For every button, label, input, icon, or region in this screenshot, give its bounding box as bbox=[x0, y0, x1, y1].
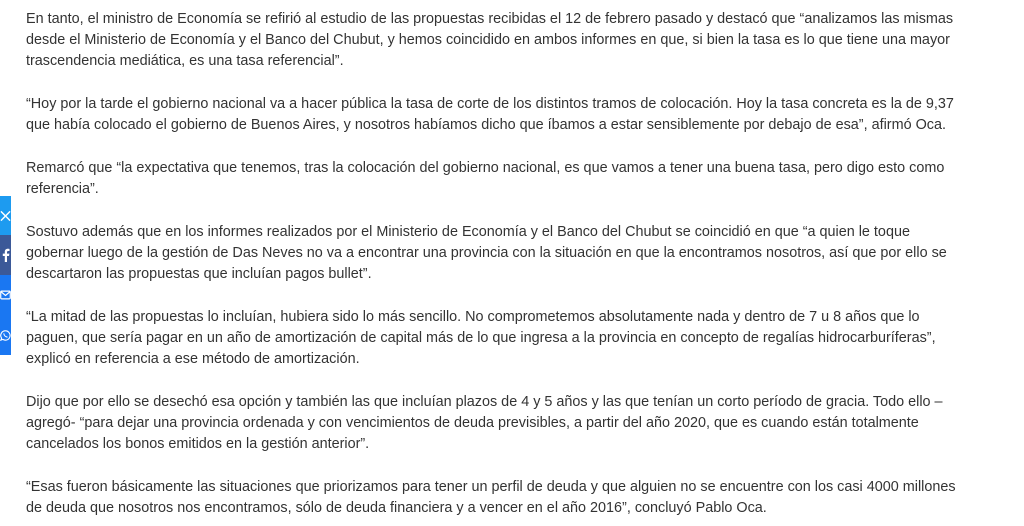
share-x-button[interactable] bbox=[0, 196, 11, 235]
share-whatsapp-button[interactable] bbox=[0, 315, 11, 355]
share-email-button[interactable] bbox=[0, 275, 11, 315]
facebook-icon bbox=[1, 248, 11, 262]
share-sidebar bbox=[0, 196, 11, 355]
article-paragraph-4: Sostuvo además que en los informes realizados por el Ministerio de Economía y el Banco del Chubut se coincidió en que “a quien le toque gobernar luego de la gestión de Das Neves no va a encontrar una provincia con la situación en que la encontramos nosotros, así que por ello se descartaron las propuestas que incluían pagos bullet”. bbox=[26, 224, 947, 282]
article-paragraph-2: “Hoy por la tarde el gobierno nacional va a hacer pública la tasa de corte de los distintos tramos de colocación. Hoy la tasa concreta es la de 9,37 que había colocado el gobierno de Buenos Aires, y nosotros habíamos dicho que íbamos a estar sensiblemente por debajo de esa”, afirmó Oca. bbox=[26, 96, 954, 133]
mail-icon bbox=[0, 290, 11, 300]
whatsapp-icon bbox=[0, 329, 11, 342]
article-body bbox=[26, 9, 966, 526]
share-facebook-button[interactable] bbox=[0, 235, 11, 275]
article-paragraph-7: “Esas fueron básicamente las situaciones que priorizamos para tener un perfil de deuda y que alguien no se encuentre con los casi 4000 millones de deuda que nosotros nos encontramos, sólo de deuda financiera y a vencer en el año 2016”, concluyó Pablo Oca. bbox=[26, 479, 956, 516]
article-paragraph-6: Dijo que por ello se desechó esa opción y también las que incluían plazos de 4 y 5 años y las que tenían un corto período de gracia. Todo ello –agregó- “para dejar una provincia ordenada y con vencimientos de deuda previsibles, a partir del año 2020, que es cuando están totalmente cancelados los bonos emitidos en la gestión anterior”. bbox=[26, 394, 943, 452]
article-paragraph-3: Remarcó que “la expectativa que tenemos, tras la colocación del gobierno nacional, es que vamos a tener una buena tasa, pero digo esto como referencia”. bbox=[26, 160, 945, 197]
article-paragraph-1: En tanto, el ministro de Economía se refirió al estudio de las propuestas recibidas el 12 de febrero pasado y destacó que “analizamos las mismas desde el Ministerio de Economía y el Banco del Chubut, y hemos coincidido en ambos informes en que, si bien la tasa es lo que tiene una mayor trascendencia mediática, es una tasa referencial”. bbox=[26, 11, 954, 69]
x-icon bbox=[0, 210, 11, 222]
article-paragraph-5: “La mitad de las propuestas lo incluían, hubiera sido lo más sencillo. No comprometemos absolutamente nada y dentro de 7 u 8 años que lo paguen, que sería pagar en un año de amortización de capital más de lo que ingresa a la provincia en concepto de regalías hidrocarburíferas”, explicó en referencia a ese método de amortización. bbox=[26, 309, 936, 367]
